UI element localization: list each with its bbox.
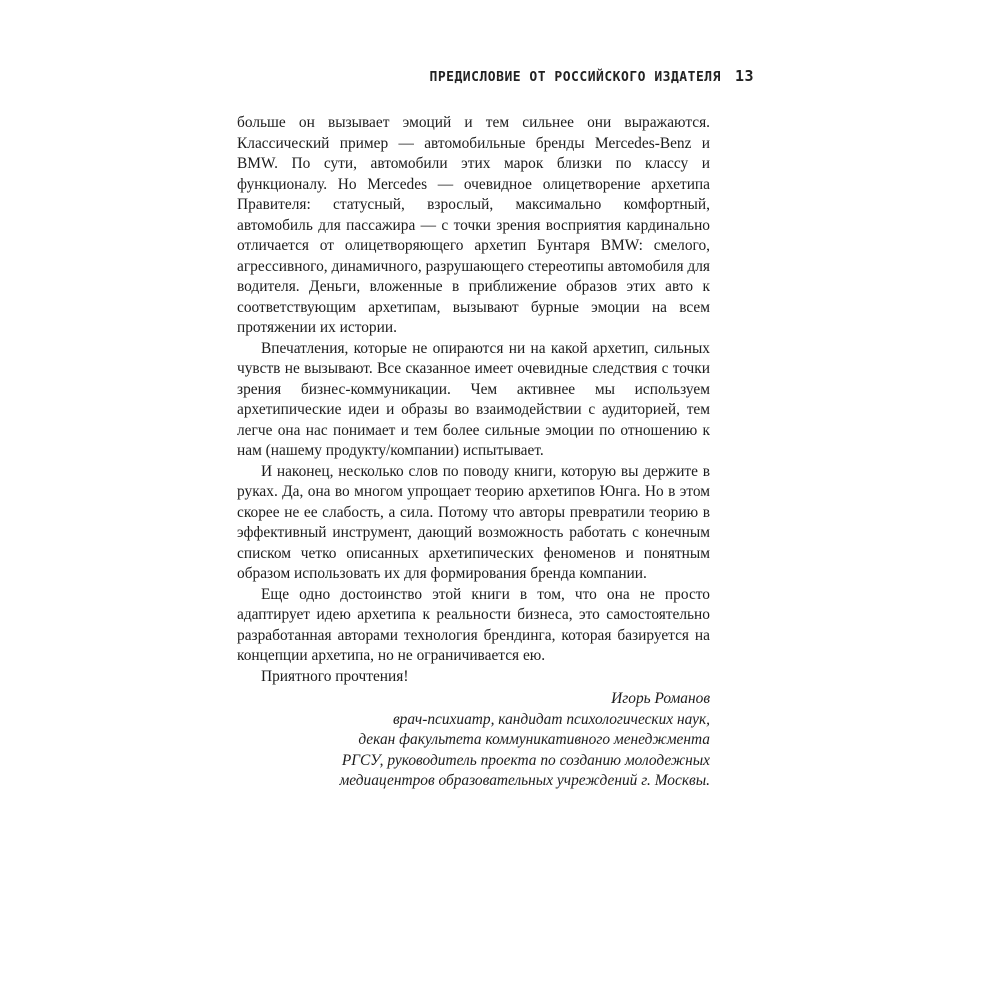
signature-line: медиацентров образовательных учреждений г. Москвы.	[339, 772, 710, 789]
body-text	[237, 113, 710, 792]
page-number: 13	[734, 67, 754, 85]
paragraph: И наконец, несколько слов по поводу книги, которую вы держите в руках. Да, она во многом упрощает теорию архетипов Юнга. Но в этом скорее не ее слабость, а сила. Потому что авторы превратили теорию в эффективный инструмент, дающий возможность работать с конечным списком четко описанных архетипических феноменов и понятным образом использовать их для формирования бренда компании.	[237, 462, 710, 582]
paragraph: Впечатления, которые не опираются ни на какой архетип, сильных чувств не вызывают. Все сказанное имеет очевидные следствия с точки зрения бизнес-коммуникации. Чем активнее мы используем архетипические идеи и образы во взаимодействии с аудиторией, тем легче она нас понимает и тем более сильные эмоции по отношению к нам (нашему продукту/компании) испытывает.	[237, 339, 710, 459]
signature-name: Игорь Романов	[611, 690, 710, 707]
signature-line: РГСУ, руководитель проекта по созданию молодежных	[341, 751, 710, 769]
closing-line: Приятного прочтения!	[261, 667, 409, 685]
running-header	[430, 67, 755, 85]
signature-block	[237, 689, 710, 792]
signature-line: врач-психиатр, кандидат психологических наук,	[392, 710, 710, 728]
paragraph: Еще одно достоинство этой книги в том, что она не просто адаптирует идею архетипа к реальности бизнеса, это самостоятельно разработанная авторами технология брендинга, которая базируется на концепции архетипа, но не ограничивается ею.	[237, 585, 710, 664]
paragraph: больше он вызывает эмоций и тем сильнее они выражаются. Классический пример — автомобильные бренды Mercedes-Benz и BMW. По сути, автомобили этих марок близки по классу и функционалу. Но Mercedes — очевидное олицетворение архетипа Правителя: статусный, взрослый, максимально комфортный, автомобиль для пассажира — с точки зрения восприятия кардинально отличается от олицетворяющего архетип Бунтаря BMW: смелого, агрессивного, динамичного, разрушающего стереотипы автомобиля для водителя. Деньги, вложенные в приближение образов этих авто к соответствующим архетипам, вызывают бурные эмоции на всем протяжении их истории.	[237, 114, 710, 336]
signature-line: декан факультета коммуникативного менеджмента	[358, 731, 710, 748]
running-title: ПРЕДИСЛОВИЕ ОТ РОССИЙСКОГО ИЗДАТЕЛЯ	[429, 70, 721, 85]
